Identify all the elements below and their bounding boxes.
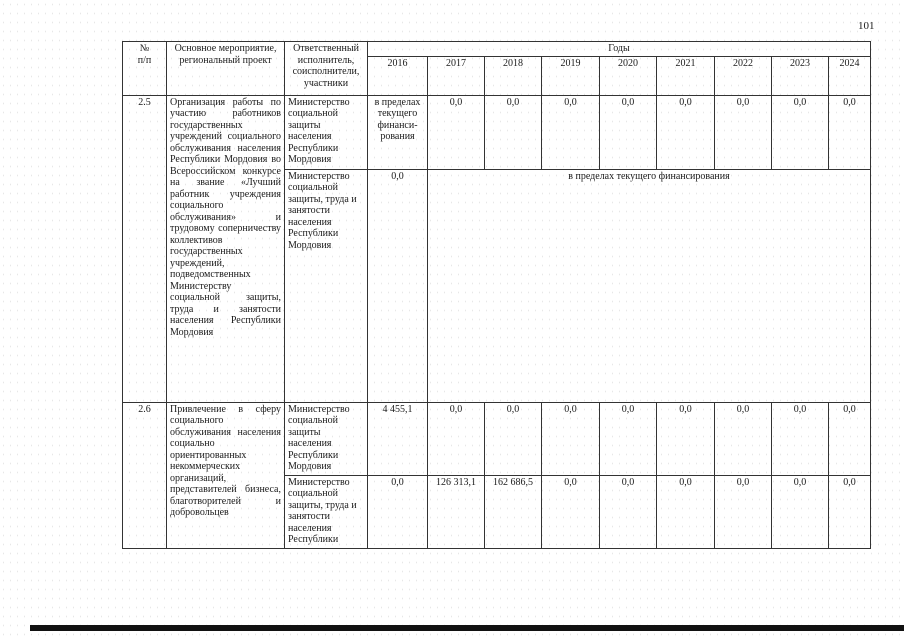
row-value: в пределах текущего финанси-рования	[368, 95, 428, 169]
row-value: 0,0	[772, 475, 829, 548]
header-row-1	[123, 42, 871, 57]
row-responsible: Министерство социальной защиты, труда и занятости населения Республики	[285, 475, 368, 548]
row-value: 0,0	[829, 475, 871, 548]
row-value: 0,0	[829, 402, 871, 475]
row-value: 0,0	[657, 402, 715, 475]
header-year: 2024	[829, 56, 871, 95]
row-responsible: Министерство социальной защиты населения Республики Мордовия	[285, 402, 368, 475]
row-value: 0,0	[485, 95, 542, 169]
row-value: 0,0	[715, 402, 772, 475]
row-number: 2.5	[123, 95, 167, 402]
header-year: 2017	[428, 56, 485, 95]
header-year: 2021	[657, 56, 715, 95]
row-value: 0,0	[657, 95, 715, 169]
row-value: 0,0	[542, 95, 600, 169]
row-value: 0,0	[715, 95, 772, 169]
row-value: 0,0	[485, 402, 542, 475]
row-value: 0,0	[428, 402, 485, 475]
row-value: 0,0	[600, 475, 657, 548]
row-value: 162 686,5	[485, 475, 542, 548]
row-value: 126 313,1	[428, 475, 485, 548]
row-value: 0,0	[772, 95, 829, 169]
header-responsible: Ответственный исполнитель, соисполнители, участники	[285, 42, 368, 96]
row-value: 0,0	[368, 475, 428, 548]
row-responsible: Министерство социальной защиты, труда и занятости населения Республики Мордовия	[285, 169, 368, 402]
header-years-title: Годы	[368, 42, 871, 57]
row-value: 0,0	[600, 402, 657, 475]
header-year: 2022	[715, 56, 772, 95]
header-year: 2023	[772, 56, 829, 95]
row-event: Организация работы по участию работников государственных учреждений социального обслуживания населения Республики Мордовия во Всероссийском конкурсе на звание «Лучший работник учреждения социального обслуживания» и трудовому соперничеству коллективов государственных учреждений, подведомственных Министерству социальной защиты, труда и занятости населения Республики Мордовия	[167, 95, 285, 402]
row-value: 0,0	[542, 402, 600, 475]
page-number: 101	[858, 20, 875, 32]
header-num: № п/п	[123, 42, 167, 96]
header-year: 2018	[485, 56, 542, 95]
row-value: 0,0	[657, 475, 715, 548]
row-value: 0,0	[772, 402, 829, 475]
row-value: 0,0	[715, 475, 772, 548]
row-event: Привлечение в сферу социального обслуживания населения социально ориентированных некоммерческих организаций, представителей бизнеса, благотворителей и добровольцев	[167, 402, 285, 548]
row-responsible: Министерство социальной защиты населения Республики Мордовия	[285, 95, 368, 169]
funding-table	[122, 41, 871, 549]
row-value: 4 455,1	[368, 402, 428, 475]
table-row	[123, 402, 871, 475]
row-value: 0,0	[428, 95, 485, 169]
table-row	[123, 95, 871, 169]
scan-edge-bar	[30, 625, 904, 631]
row-value: 0,0	[600, 95, 657, 169]
row-merged-note: в пределах текущего финансирования	[428, 169, 871, 402]
row-value: 0,0	[829, 95, 871, 169]
header-event: Основное мероприятие, региональный проект	[167, 42, 285, 96]
row-value: 0,0	[368, 169, 428, 402]
row-value: 0,0	[542, 475, 600, 548]
row-number: 2.6	[123, 402, 167, 548]
header-year: 2019	[542, 56, 600, 95]
header-year: 2016	[368, 56, 428, 95]
header-year: 2020	[600, 56, 657, 95]
